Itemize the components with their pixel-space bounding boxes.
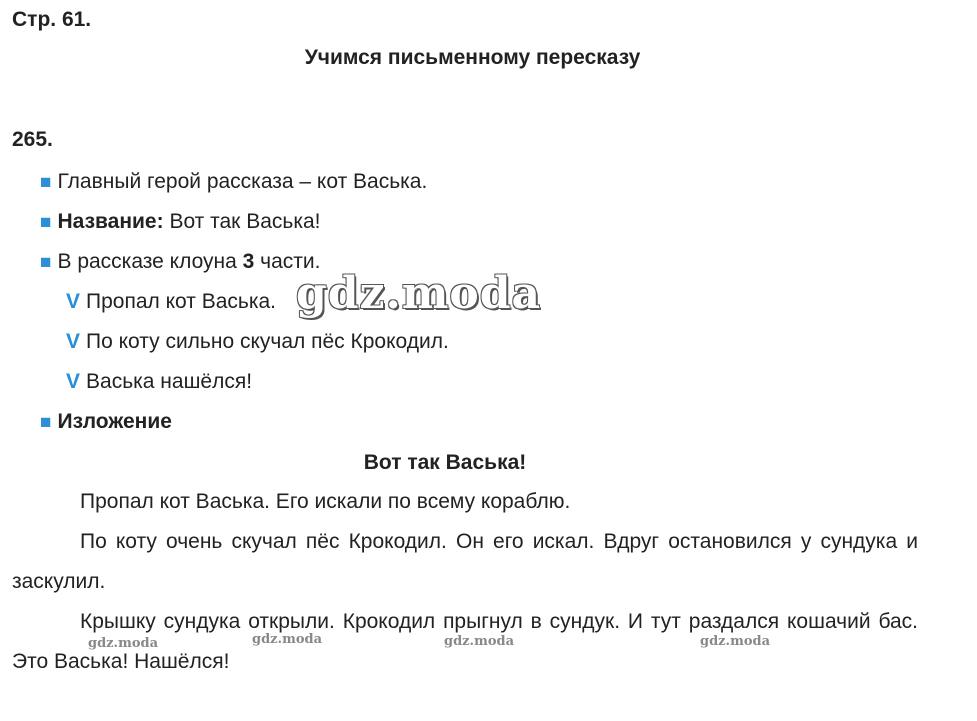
bullet-text: Главный герой рассказа – кот Васька. (57, 170, 428, 193)
square-bullet-icon: ■ (40, 252, 52, 273)
page-number: Стр. 61. (12, 8, 92, 31)
square-bullet-icon: ■ (40, 412, 52, 433)
bullet-text: части. (254, 250, 321, 273)
paragraph-text: По коту очень скучал пёс Крокодил. Он его искал. Вдруг остановился у сундука и заскулил. (12, 530, 918, 593)
watermark-small: gdz.moda (88, 636, 159, 651)
part-text: По коту сильно скучал пёс Крокодил. (86, 330, 449, 353)
task-number: 265. (12, 128, 53, 151)
bullet-text: В рассказе клоуна (57, 250, 243, 273)
check-v-icon: V (66, 290, 81, 313)
parts-count: 3 (242, 250, 255, 273)
story-paragraph (12, 482, 918, 522)
square-bullet-icon: ■ (40, 212, 52, 233)
paragraph-text: Пропал кот Васька. Его искали по всему кораблю. (80, 490, 571, 513)
square-bullet-icon: ■ (40, 172, 52, 193)
story-paragraph (12, 522, 918, 602)
bullet-label: Название: (57, 210, 164, 233)
bullet-label: Изложение (57, 410, 172, 433)
check-v-icon: V (66, 370, 81, 393)
page-title: Учимся письменному пересказу (304, 46, 641, 69)
part-item (66, 370, 252, 394)
part-item (66, 330, 449, 354)
bullet-main-hero (40, 170, 427, 194)
paragraph-text: Крышку сундука открыли. Крокодил прыгнул в сундук. И тут раздался кошачий бас. Это Васька! Нашёлся! (12, 610, 918, 673)
part-item (66, 290, 276, 314)
part-text: Васька нашёлся! (86, 370, 253, 393)
part-text: Пропал кот Васька. (86, 290, 276, 313)
watermark-logo: gdz.moda (296, 268, 542, 319)
bullet-name (40, 210, 321, 234)
watermark-small: gdz.moda (444, 634, 515, 649)
watermark-small: gdz.moda (252, 632, 323, 647)
watermark-small: gdz.moda (700, 634, 771, 649)
bullet-parts (40, 250, 320, 274)
bullet-text: Вот так Васька! (163, 210, 321, 233)
story-title: Вот так Васька! (363, 451, 527, 474)
bullet-retelling (40, 410, 172, 434)
check-v-icon: V (66, 330, 81, 353)
